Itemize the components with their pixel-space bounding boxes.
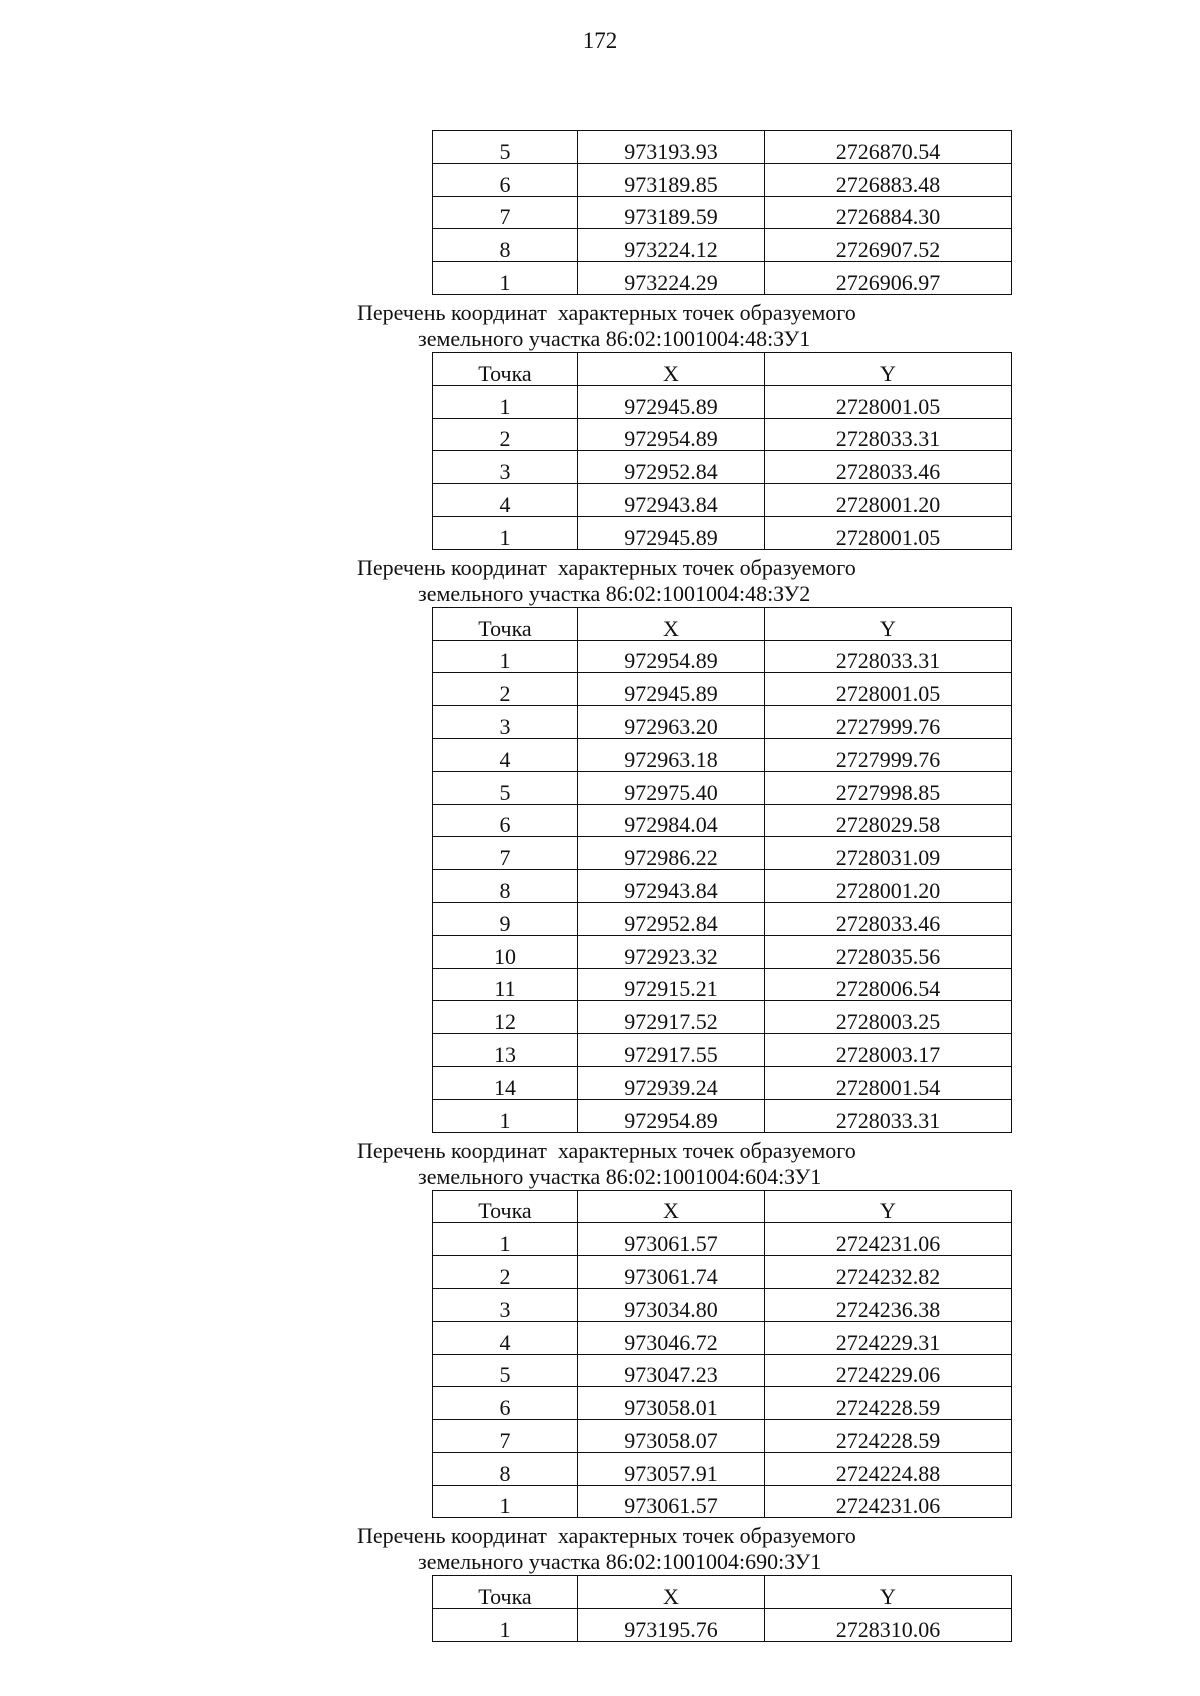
x-cell: 972943.84	[578, 870, 765, 903]
section-heading-line2: земельного участка 86:02:1001004:604:ЗУ1	[418, 1163, 822, 1189]
x-cell: 973057.91	[578, 1452, 765, 1485]
y-cell: 2724232.82	[765, 1256, 1012, 1289]
table-row	[433, 1223, 1012, 1256]
x-cell: 973224.29	[578, 262, 765, 295]
y-cell: 2728033.31	[765, 1099, 1012, 1132]
x-cell: 973034.80	[578, 1288, 765, 1321]
y-cell: 2724236.38	[765, 1288, 1012, 1321]
y-cell: 2726907.52	[765, 229, 1012, 262]
point-cell: 5	[433, 1354, 578, 1387]
column-header: X	[578, 1190, 765, 1223]
y-cell: 2728001.20	[765, 870, 1012, 903]
point-cell: 1	[433, 385, 578, 418]
x-cell: 972954.89	[578, 418, 765, 451]
column-header: X	[578, 352, 765, 385]
section-heading-line2: земельного участка 86:02:1001004:690:ЗУ1	[418, 1549, 822, 1575]
point-cell: 2	[433, 673, 578, 706]
y-cell: 2724229.06	[765, 1354, 1012, 1387]
y-cell: 2728001.54	[765, 1066, 1012, 1099]
table-row	[433, 1066, 1012, 1099]
y-cell: 2724229.31	[765, 1321, 1012, 1354]
point-cell: 1	[433, 516, 578, 549]
x-cell: 973195.76	[578, 1609, 765, 1642]
x-cell: 972954.89	[578, 1099, 765, 1132]
x-cell: 973061.74	[578, 1256, 765, 1289]
coordinates-table	[432, 1575, 1012, 1642]
table-row	[433, 1354, 1012, 1387]
coordinates-table	[432, 352, 1012, 550]
y-cell: 2728006.54	[765, 968, 1012, 1001]
x-cell: 973193.93	[578, 131, 765, 164]
column-header: Точка	[433, 607, 578, 640]
table-row	[433, 902, 1012, 935]
y-cell: 2728003.17	[765, 1034, 1012, 1067]
y-cell: 2728029.58	[765, 804, 1012, 837]
y-cell: 2726870.54	[765, 131, 1012, 164]
y-cell: 2724228.59	[765, 1420, 1012, 1453]
y-cell: 2724224.88	[765, 1452, 1012, 1485]
x-cell: 973224.12	[578, 229, 765, 262]
section-heading	[0, 550, 1200, 607]
x-cell: 973047.23	[578, 1354, 765, 1387]
point-cell: 6	[433, 804, 578, 837]
coordinate-section	[0, 550, 1200, 1133]
y-cell: 2727999.76	[765, 738, 1012, 771]
x-cell: 973189.59	[578, 196, 765, 229]
table-row	[433, 196, 1012, 229]
table-row	[433, 1485, 1012, 1518]
table-row	[433, 163, 1012, 196]
point-cell: 4	[433, 1321, 578, 1354]
y-cell: 2724228.59	[765, 1387, 1012, 1420]
table-row	[433, 1609, 1012, 1642]
table-header-row	[433, 1576, 1012, 1609]
column-header: X	[578, 1576, 765, 1609]
point-cell: 11	[433, 968, 578, 1001]
point-cell: 13	[433, 1034, 578, 1067]
page-number: 172	[582, 28, 618, 53]
y-cell: 2726906.97	[765, 262, 1012, 295]
point-cell: 1	[433, 1609, 578, 1642]
point-cell: 5	[433, 771, 578, 804]
y-cell: 2728035.56	[765, 935, 1012, 968]
column-header: Y	[765, 1576, 1012, 1609]
table-row	[433, 640, 1012, 673]
coordinates-table	[432, 1190, 1012, 1519]
table-row	[433, 1387, 1012, 1420]
y-cell: 2728033.46	[765, 902, 1012, 935]
y-cell: 2728033.31	[765, 418, 1012, 451]
section-heading	[0, 1133, 1200, 1190]
point-cell: 1	[433, 640, 578, 673]
point-cell: 9	[433, 902, 578, 935]
y-cell: 2728001.20	[765, 484, 1012, 517]
point-cell: 1	[433, 1223, 578, 1256]
section-heading	[0, 295, 1200, 352]
y-cell: 2724231.06	[765, 1223, 1012, 1256]
point-cell: 3	[433, 451, 578, 484]
coordinate-section	[0, 295, 1200, 550]
table-row	[433, 1288, 1012, 1321]
point-cell: 8	[433, 870, 578, 903]
point-cell: 3	[433, 706, 578, 739]
column-header: Y	[765, 1190, 1012, 1223]
x-cell: 973058.01	[578, 1387, 765, 1420]
x-cell: 972917.52	[578, 1001, 765, 1034]
table-row	[433, 131, 1012, 164]
column-header: Точка	[433, 1190, 578, 1223]
x-cell: 972952.84	[578, 902, 765, 935]
x-cell: 972939.24	[578, 1066, 765, 1099]
y-cell: 2728033.31	[765, 640, 1012, 673]
x-cell: 972945.89	[578, 516, 765, 549]
x-cell: 972984.04	[578, 804, 765, 837]
point-cell: 10	[433, 935, 578, 968]
section-heading	[0, 1518, 1200, 1575]
document-body	[0, 130, 1200, 1642]
x-cell: 972963.20	[578, 706, 765, 739]
point-cell: 12	[433, 1001, 578, 1034]
x-cell: 972915.21	[578, 968, 765, 1001]
table-row	[433, 451, 1012, 484]
point-cell: 7	[433, 196, 578, 229]
table-header-row	[433, 607, 1012, 640]
point-cell: 2	[433, 418, 578, 451]
y-cell: 2728001.05	[765, 385, 1012, 418]
table-row	[433, 935, 1012, 968]
table-row	[433, 738, 1012, 771]
section-heading-line1: Перечень координат характерных точек образуемого	[357, 554, 856, 580]
point-cell: 7	[433, 837, 578, 870]
section-heading-line1: Перечень координат характерных точек образуемого	[357, 1523, 856, 1549]
table-row	[433, 418, 1012, 451]
x-cell: 972923.32	[578, 935, 765, 968]
x-cell: 973046.72	[578, 1321, 765, 1354]
x-cell: 972963.18	[578, 738, 765, 771]
coordinates-table	[432, 130, 1012, 295]
x-cell: 973058.07	[578, 1420, 765, 1453]
section-heading-line2: земельного участка 86:02:1001004:48:ЗУ2	[418, 580, 811, 606]
point-cell: 8	[433, 229, 578, 262]
table-row	[433, 968, 1012, 1001]
y-cell: 2727998.85	[765, 771, 1012, 804]
x-cell: 973061.57	[578, 1485, 765, 1518]
coordinate-section	[0, 1518, 1200, 1642]
table-row	[433, 1321, 1012, 1354]
table-row	[433, 771, 1012, 804]
column-header: Y	[765, 352, 1012, 385]
point-cell: 7	[433, 1420, 578, 1453]
x-cell: 973189.85	[578, 163, 765, 196]
point-cell: 14	[433, 1066, 578, 1099]
y-cell: 2728031.09	[765, 837, 1012, 870]
y-cell: 2726884.30	[765, 196, 1012, 229]
table-row	[433, 262, 1012, 295]
y-cell: 2728001.05	[765, 673, 1012, 706]
coordinate-section	[0, 1133, 1200, 1519]
x-cell: 972975.40	[578, 771, 765, 804]
point-cell: 6	[433, 163, 578, 196]
point-cell: 8	[433, 1452, 578, 1485]
point-cell: 6	[433, 1387, 578, 1420]
column-header: Точка	[433, 352, 578, 385]
x-cell: 972954.89	[578, 640, 765, 673]
table-row	[433, 673, 1012, 706]
table-row	[433, 1001, 1012, 1034]
table-row	[433, 516, 1012, 549]
x-cell: 972917.55	[578, 1034, 765, 1067]
point-cell: 5	[433, 131, 578, 164]
point-cell: 4	[433, 738, 578, 771]
section-heading-line2: земельного участка 86:02:1001004:48:ЗУ1	[418, 325, 811, 351]
x-cell: 972945.89	[578, 673, 765, 706]
table-row	[433, 484, 1012, 517]
table-row	[433, 1034, 1012, 1067]
table-row	[433, 870, 1012, 903]
column-header: Точка	[433, 1576, 578, 1609]
table-row	[433, 385, 1012, 418]
y-cell: 2727999.76	[765, 706, 1012, 739]
table-row	[433, 1256, 1012, 1289]
y-cell: 2726883.48	[765, 163, 1012, 196]
column-header: Y	[765, 607, 1012, 640]
x-cell: 972952.84	[578, 451, 765, 484]
table-header-row	[433, 1190, 1012, 1223]
coordinates-table	[432, 607, 1012, 1133]
column-header: X	[578, 607, 765, 640]
y-cell: 2728003.25	[765, 1001, 1012, 1034]
section-heading-line1: Перечень координат характерных точек образуемого	[357, 1137, 856, 1163]
point-cell: 1	[433, 1485, 578, 1518]
y-cell: 2728001.05	[765, 516, 1012, 549]
table-header-row	[433, 352, 1012, 385]
table-row	[433, 1452, 1012, 1485]
table-row	[433, 229, 1012, 262]
table-row	[433, 837, 1012, 870]
y-cell: 2728310.06	[765, 1609, 1012, 1642]
x-cell: 973061.57	[578, 1223, 765, 1256]
point-cell: 4	[433, 484, 578, 517]
y-cell: 2724231.06	[765, 1485, 1012, 1518]
point-cell: 1	[433, 1099, 578, 1132]
x-cell: 972986.22	[578, 837, 765, 870]
table-row	[433, 706, 1012, 739]
point-cell: 3	[433, 1288, 578, 1321]
table-row	[433, 1099, 1012, 1132]
table-row	[433, 804, 1012, 837]
x-cell: 972945.89	[578, 385, 765, 418]
point-cell: 1	[433, 262, 578, 295]
x-cell: 972943.84	[578, 484, 765, 517]
coordinate-section	[0, 130, 1200, 295]
section-heading-line1: Перечень координат характерных точек образуемого	[357, 299, 856, 325]
point-cell: 2	[433, 1256, 578, 1289]
y-cell: 2728033.46	[765, 451, 1012, 484]
table-row	[433, 1420, 1012, 1453]
